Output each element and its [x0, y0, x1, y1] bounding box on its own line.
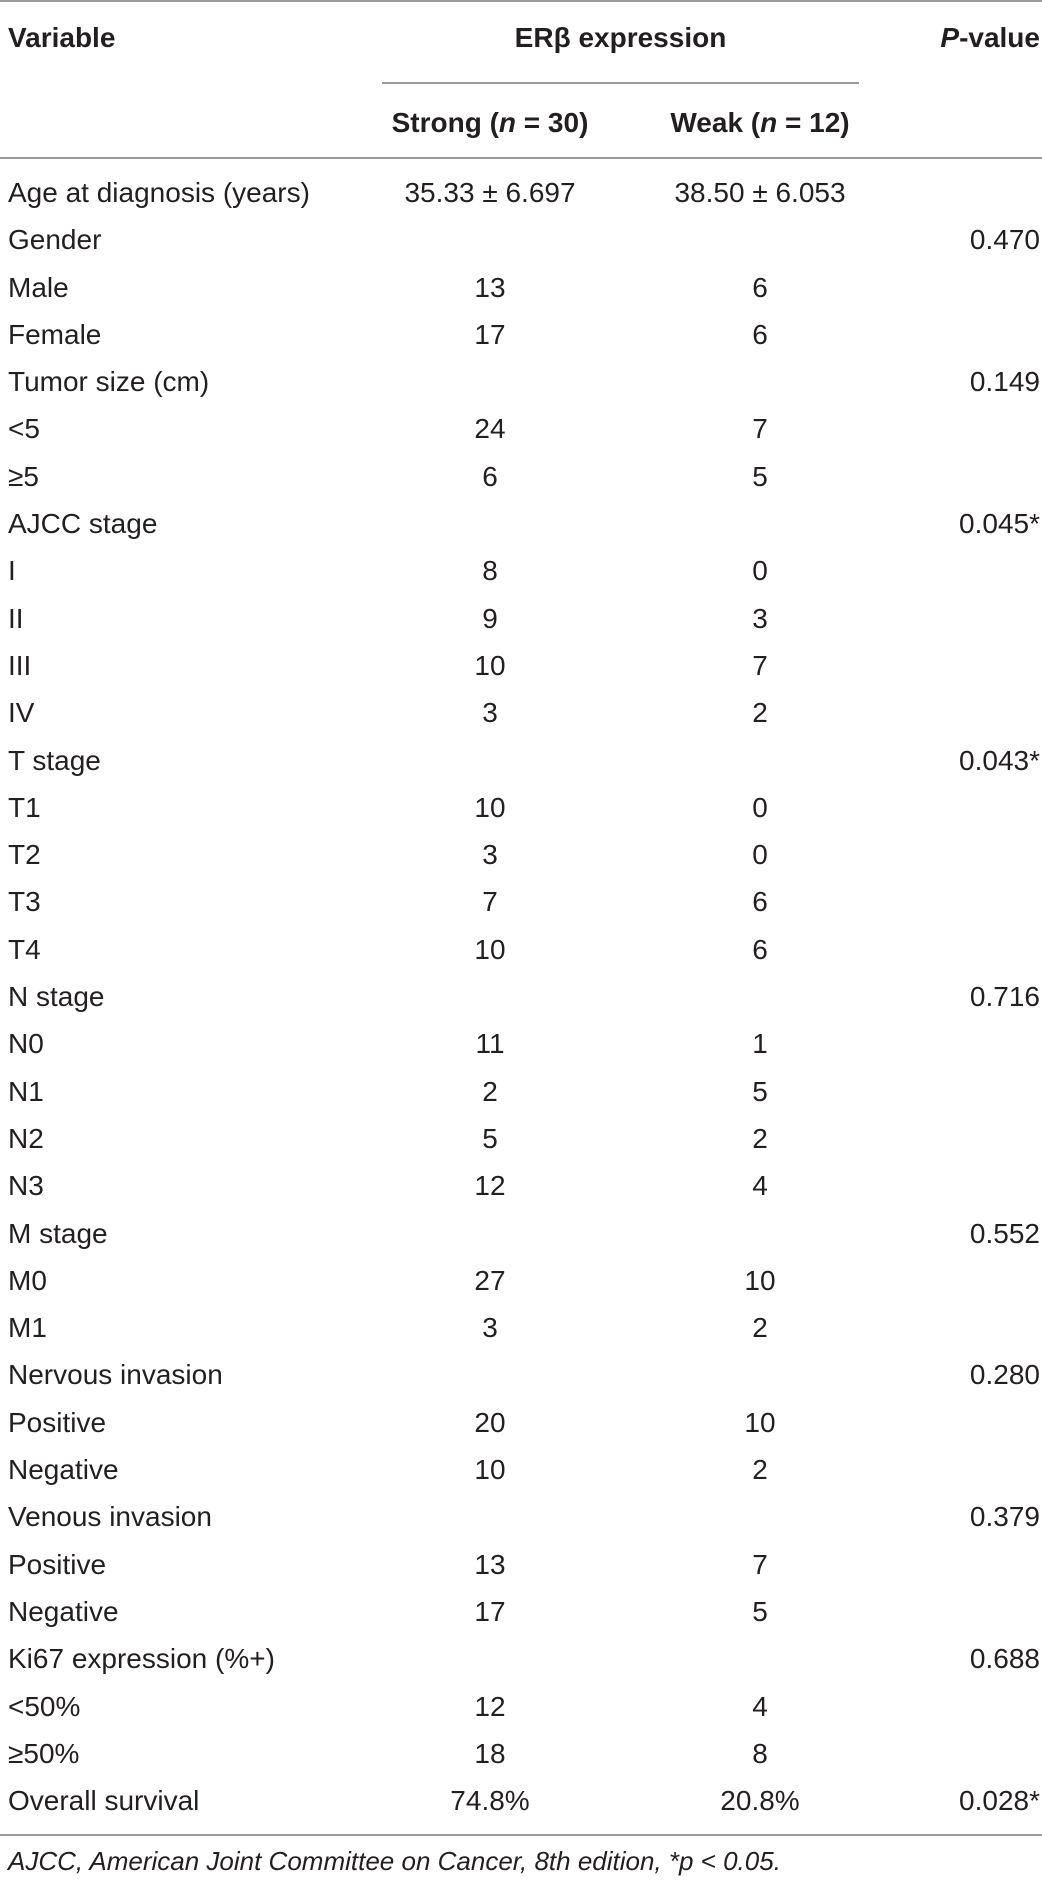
bottom-rule [0, 1834, 1042, 1836]
table-row [0, 599, 1042, 646]
header-rule [0, 157, 1042, 159]
table-row [0, 1687, 1042, 1734]
cell-variable: Age at diagnosis (years) [8, 177, 310, 208]
table-row [0, 1072, 1042, 1119]
cell-variable: I [8, 555, 16, 587]
cell-variable: Negative [8, 1595, 119, 1627]
cell-variable: <5 [8, 413, 40, 445]
cell-variable: T stage [8, 744, 101, 776]
header-variable: Variable [8, 22, 116, 53]
cell-variable: Overall survival [8, 1785, 200, 1817]
cell-variable: Male [8, 271, 69, 303]
cell-strong: 24 [474, 413, 506, 445]
cell-weak: 6 [752, 886, 768, 918]
cell-variable: N2 [8, 1122, 44, 1154]
header-expression-text: expression [570, 22, 727, 53]
cell-weak: 4 [752, 1170, 768, 1202]
table-row [0, 1355, 1042, 1402]
table-row [0, 1261, 1042, 1308]
cell-weak: 6 [752, 933, 768, 965]
cell-strong: 7 [482, 886, 498, 918]
cell-p-value: 0.028* [959, 1785, 1040, 1817]
cell-strong: 5 [482, 1122, 498, 1154]
table-row [0, 1734, 1042, 1781]
table-row [0, 1450, 1042, 1497]
cell-variable: Negative [8, 1454, 119, 1486]
cell-weak: 38.50 ± 6.053 [674, 177, 846, 208]
cell-weak: 8 [752, 1737, 768, 1769]
cell-p-value: 0.280 [969, 1359, 1040, 1391]
header-p-rest: -value [959, 22, 1040, 53]
cell-strong: 10 [474, 649, 506, 681]
cell-strong: 10 [474, 1454, 506, 1486]
cell-variable: N stage [8, 981, 105, 1013]
cell-variable: Female [8, 318, 102, 350]
table-row [0, 741, 1042, 788]
table-row [0, 1639, 1042, 1686]
header-strong-prefix: Strong ( [391, 107, 499, 138]
header-weak-suffix: = 12) [777, 107, 850, 138]
cell-variable: ≥5 [8, 460, 39, 492]
table-footnote: AJCC, American Joint Committee on Cancer, 8th edition, *p < 0.05. [8, 1846, 781, 1876]
table-row [0, 977, 1042, 1024]
cell-variable: T2 [8, 839, 41, 871]
cell-strong: 20 [474, 1406, 506, 1438]
cell-variable: M stage [8, 1217, 108, 1249]
cell-weak: 2 [752, 1312, 768, 1344]
table-row [0, 457, 1042, 504]
cell-weak: 7 [752, 649, 768, 681]
cell-variable: <50% [8, 1690, 81, 1722]
header-p-value [940, 22, 1040, 54]
table-row [0, 693, 1042, 740]
cell-variable: ≥50% [8, 1737, 80, 1769]
table-row [0, 788, 1042, 835]
header-weak-n: n [760, 107, 778, 138]
cell-variable: III [8, 649, 32, 681]
cell-variable: N1 [8, 1075, 44, 1107]
cell-weak: 2 [752, 1454, 768, 1486]
cell-strong: 2 [482, 1075, 498, 1107]
cell-strong: 17 [474, 318, 506, 350]
cell-weak: 6 [752, 318, 768, 350]
table-row [0, 173, 1042, 220]
cell-weak: 10 [744, 1406, 776, 1438]
cell-strong: 3 [482, 1312, 498, 1344]
cell-strong: 10 [474, 791, 506, 823]
cell-strong: 13 [474, 1548, 506, 1580]
cell-weak: 5 [752, 460, 768, 492]
header-p-italic: P [940, 22, 960, 53]
header-strong [370, 107, 610, 139]
header-er-text: ER [514, 22, 554, 53]
table-row [0, 1545, 1042, 1592]
table-row [0, 1403, 1042, 1450]
cell-variable: Positive [8, 1406, 107, 1438]
cell-weak: 2 [752, 1122, 768, 1154]
cell-strong: 8 [482, 555, 498, 587]
cell-weak: 3 [752, 602, 768, 634]
cell-weak: 0 [752, 555, 768, 587]
table-row [0, 268, 1042, 315]
cell-strong: 10 [474, 933, 506, 965]
table-row [0, 315, 1042, 362]
cell-strong: 27 [474, 1264, 506, 1296]
cell-strong: 17 [474, 1595, 506, 1627]
header-strong-suffix: = 30) [516, 107, 589, 138]
header-weak-prefix: Weak ( [670, 107, 761, 138]
cell-weak: 5 [752, 1595, 768, 1627]
cell-weak: 7 [752, 413, 768, 445]
cell-p-value: 0.716 [969, 981, 1040, 1013]
cell-weak: 4 [752, 1690, 768, 1722]
cell-variable: Nervous invasion [8, 1359, 223, 1391]
cell-strong: 74.8% [450, 1785, 530, 1817]
cell-p-value: 0.149 [969, 366, 1040, 398]
cell-weak: 20.8% [720, 1785, 800, 1817]
cell-variable: Gender [8, 224, 102, 256]
cell-weak: 6 [752, 271, 768, 303]
table-row [0, 551, 1042, 598]
cell-p-value: 0.045* [959, 508, 1040, 540]
cell-variable: Ki67 expression (%+) [8, 1643, 275, 1675]
cell-strong: 13 [474, 271, 506, 303]
header-beta-symbol: β [553, 22, 571, 53]
cell-variable: M0 [8, 1264, 47, 1296]
table-row [0, 1308, 1042, 1355]
cell-p-value: 0.552 [969, 1217, 1040, 1249]
cell-p-value: 0.379 [969, 1501, 1040, 1533]
table-row [0, 409, 1042, 456]
cell-strong: 6 [482, 460, 498, 492]
table-row [0, 1119, 1042, 1166]
cell-strong: 9 [482, 602, 498, 634]
table-row [0, 835, 1042, 882]
table-body [0, 173, 1042, 1828]
cell-weak: 1 [752, 1028, 768, 1060]
table-row [0, 1497, 1042, 1544]
cell-p-value: 0.688 [969, 1643, 1040, 1675]
cell-strong: 3 [482, 839, 498, 871]
cell-strong: 18 [474, 1737, 506, 1769]
table-row [0, 1214, 1042, 1261]
cell-strong: 35.33 ± 6.697 [404, 177, 576, 208]
table-row [0, 220, 1042, 267]
cell-variable: II [8, 602, 24, 634]
table-row [0, 504, 1042, 551]
cell-weak: 10 [744, 1264, 776, 1296]
cell-strong: 11 [475, 1028, 505, 1060]
header-erb-expression [382, 22, 859, 54]
top-rule [0, 0, 1042, 2]
cell-variable: T4 [8, 933, 41, 965]
table-row [0, 1781, 1042, 1828]
cell-variable: Venous invasion [8, 1501, 212, 1533]
cell-variable: N3 [8, 1170, 44, 1202]
table-row [0, 362, 1042, 409]
group-underline [382, 82, 859, 84]
table-row [0, 646, 1042, 693]
header-strong-n: n [498, 107, 517, 138]
cell-weak: 5 [752, 1075, 768, 1107]
cell-variable: M1 [8, 1312, 47, 1344]
cell-weak: 0 [752, 791, 768, 823]
cell-weak: 7 [752, 1548, 768, 1580]
cell-weak: 2 [752, 697, 768, 729]
cell-variable: Tumor size (cm) [8, 366, 210, 398]
cell-p-value: 0.043* [959, 744, 1040, 776]
cell-weak: 0 [752, 839, 768, 871]
header-weak [650, 107, 870, 139]
table-row [0, 1024, 1042, 1071]
cell-variable: N0 [8, 1028, 44, 1060]
cell-p-value: 0.470 [969, 224, 1040, 256]
cell-variable: T3 [8, 886, 41, 918]
cell-variable: IV [8, 697, 35, 729]
table-row [0, 1166, 1042, 1213]
table-row [0, 930, 1042, 977]
table-row [0, 882, 1042, 929]
cell-strong: 12 [474, 1170, 506, 1202]
cell-strong: 3 [482, 697, 498, 729]
cell-strong: 12 [474, 1690, 506, 1722]
cell-variable: Positive [8, 1548, 107, 1580]
table-row [0, 1592, 1042, 1639]
cell-variable: T1 [8, 791, 41, 823]
cell-variable: AJCC stage [8, 508, 158, 540]
